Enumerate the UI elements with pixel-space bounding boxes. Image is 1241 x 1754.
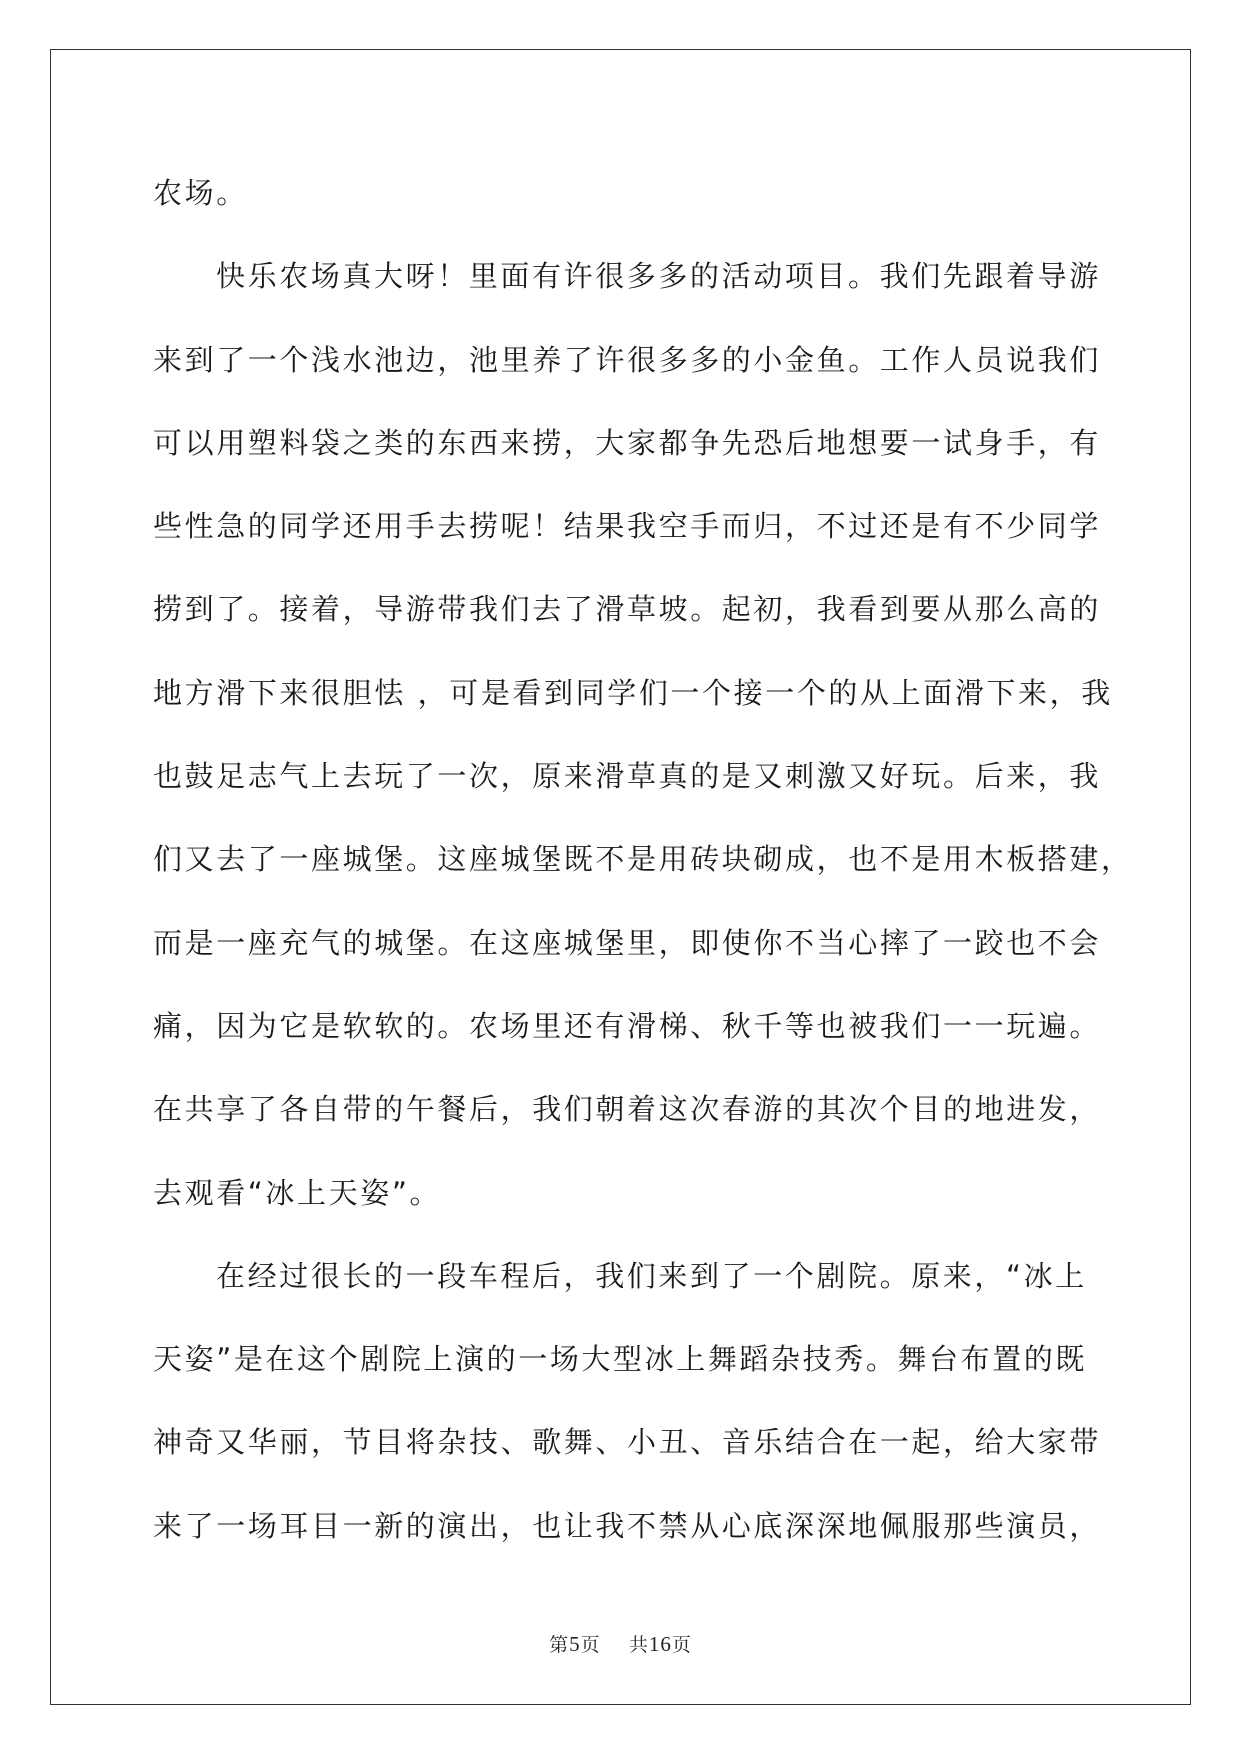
text-line: 在经过很长的一段车程后，我们来到了一个剧院。原来，“冰上 bbox=[216, 1258, 1087, 1293]
text-line: 痛，因为它是软软的。农场里还有滑梯、秋千等也被我们一一玩遍。 bbox=[153, 1008, 1102, 1043]
text-line: 可以用塑料袋之类的东西来捞，大家都争先恐后地想要一试身手，有 bbox=[153, 425, 1102, 460]
page-footer bbox=[0, 1630, 1241, 1657]
total-prefix: 共 bbox=[628, 1634, 649, 1656]
text-line: 天姿”是在这个剧院上演的一场大型冰上舞蹈杂技秀。舞台布置的既 bbox=[153, 1342, 1088, 1377]
page-suffix: 页 bbox=[580, 1634, 601, 1656]
document-body bbox=[153, 152, 1133, 1568]
text-line: 去观看“冰上天姿”。 bbox=[153, 1175, 442, 1210]
text-line: 神奇又华丽，节目将杂技、歌舞、小丑、音乐结合在一起，给大家带 bbox=[153, 1425, 1102, 1460]
text-line: 在共享了各自带的午餐后，我们朝着这次春游的其次个目的地进发， bbox=[153, 1092, 1102, 1127]
total-suffix: 页 bbox=[671, 1634, 692, 1656]
text-line: 地方滑下来很胆怯 ，可是看到同学们一个接一个的从上面滑下来，我 bbox=[153, 675, 1113, 710]
text-line: 快乐农场真大呀！里面有许很多多的活动项目。我们先跟着导游 bbox=[216, 259, 1101, 294]
text-line: 而是一座充气的城堡。在这座城堡里，即使你不当心摔了一跤也不会 bbox=[153, 925, 1102, 960]
text-line: 来到了一个浅水池边，池里养了许很多多的小金鱼。工作人员说我们 bbox=[153, 342, 1102, 377]
page-prefix: 第 bbox=[549, 1634, 570, 1656]
text-line: 些性急的同学还用手去捞呢！结果我空手而归，不过还是有不少同学 bbox=[153, 509, 1102, 544]
text-line: 也鼓足志气上去玩了一次，原来滑草真的是又刺激又好玩。后来，我 bbox=[153, 759, 1102, 794]
total-pages: 16 bbox=[648, 1632, 672, 1656]
text-line: 来了一场耳目一新的演出，也让我不禁从心底深深地佩服那些演员， bbox=[153, 1508, 1102, 1543]
page-number: 5 bbox=[569, 1632, 581, 1656]
text-line: 捞到了。接着，导游带我们去了滑草坡。起初，我看到要从那么高的 bbox=[153, 592, 1102, 627]
text-line: 农场。 bbox=[153, 176, 248, 210]
text-line: 们又去了一座城堡。这座城堡既不是用砖块砌成，也不是用木板搭建， bbox=[153, 842, 1133, 877]
